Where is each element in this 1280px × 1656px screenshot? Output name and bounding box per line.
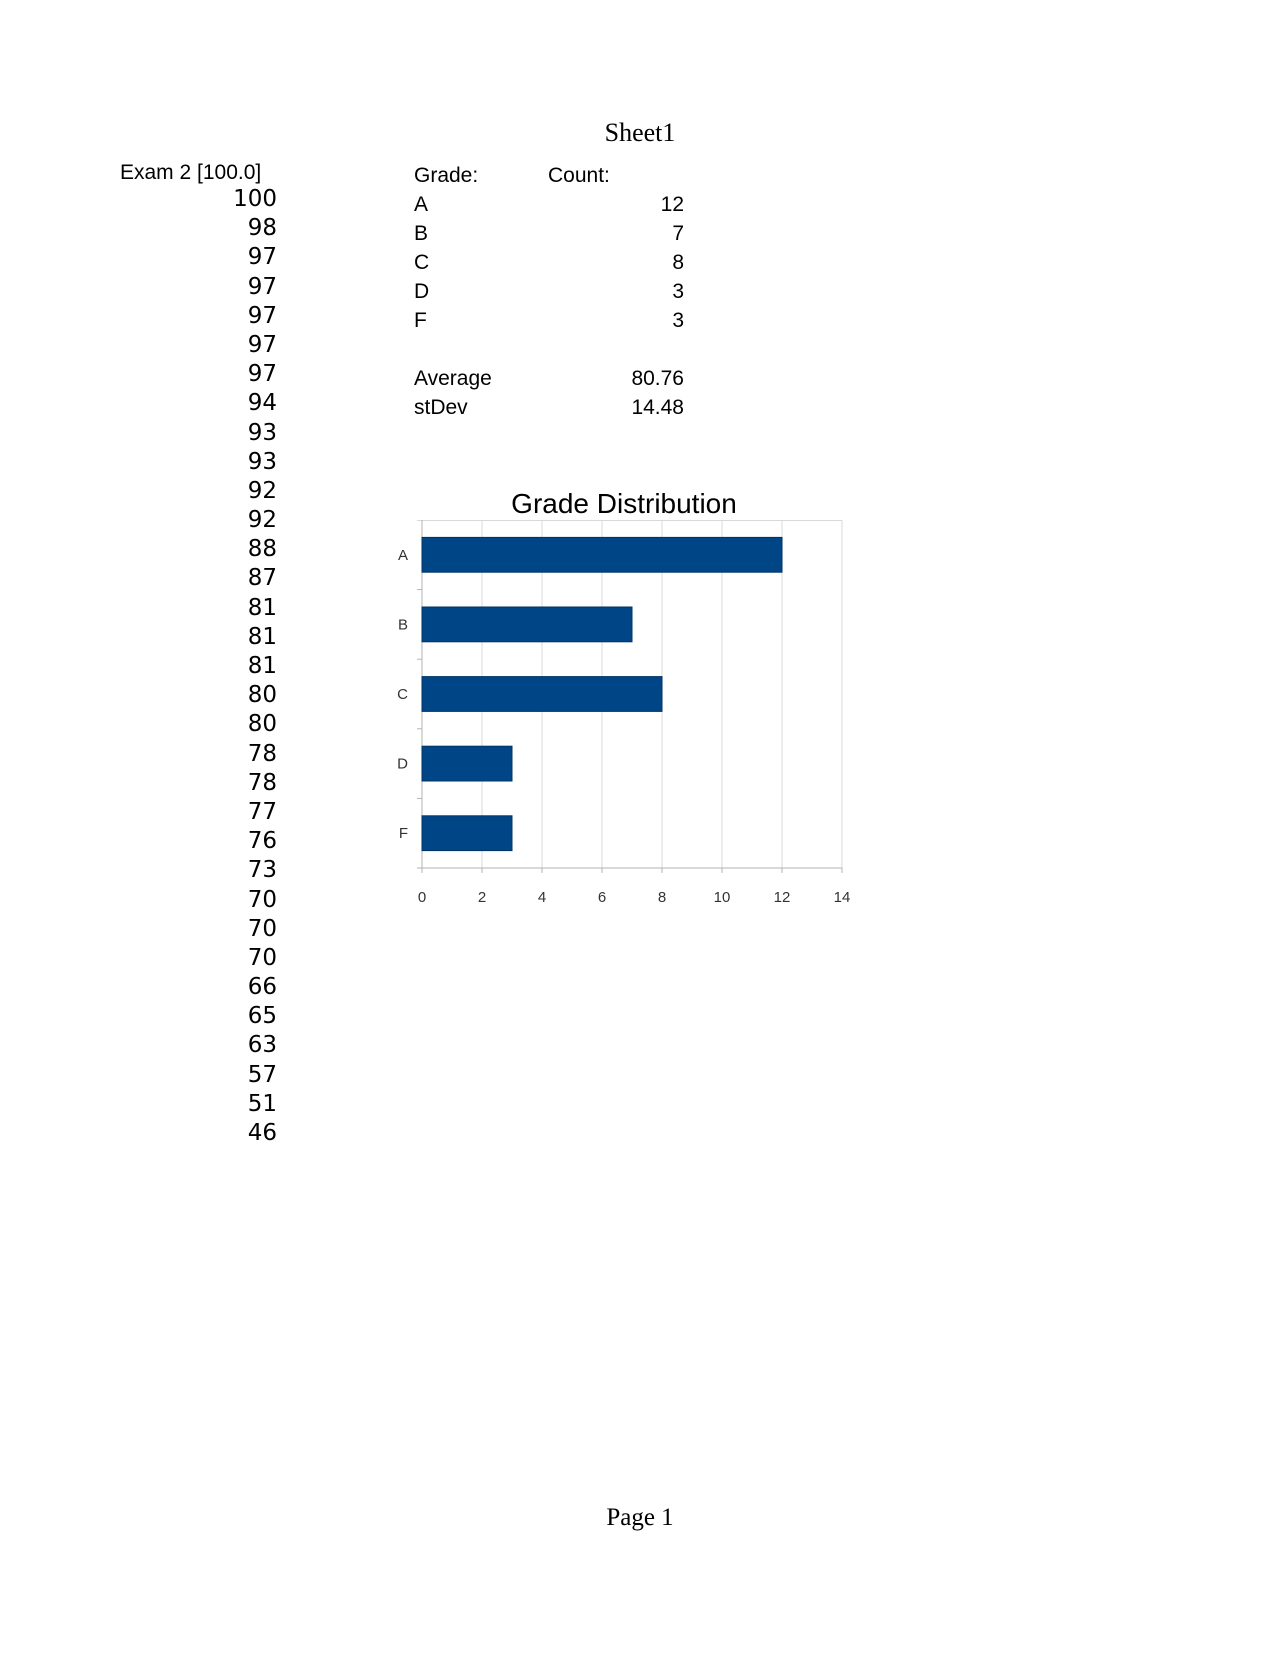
score-cell: 80 xyxy=(247,711,277,738)
blank-row xyxy=(414,335,684,364)
grade-label: A xyxy=(414,193,429,216)
stdev-label: stDev xyxy=(414,396,468,419)
bar xyxy=(422,746,512,781)
grade-row xyxy=(414,219,684,248)
x-tick-label: 8 xyxy=(657,889,667,906)
score-cell: 97 xyxy=(247,361,277,388)
grade-summary-table xyxy=(414,161,684,422)
average-row xyxy=(414,364,684,393)
score-cell: 98 xyxy=(247,215,277,242)
score-cell: 78 xyxy=(247,740,277,767)
score-cell: 57 xyxy=(247,1061,277,1088)
score-cell: 97 xyxy=(247,331,277,358)
summary-header-row xyxy=(414,161,684,190)
x-tick-label: 14 xyxy=(833,889,851,906)
y-tick-label: A xyxy=(397,546,408,564)
score-cell: 77 xyxy=(247,798,277,825)
stdev-row xyxy=(414,393,684,422)
y-tick-label: C xyxy=(397,686,408,703)
grade-row xyxy=(414,306,684,335)
score-cell: 51 xyxy=(247,1090,277,1117)
page-footer: Page 1 xyxy=(606,1504,674,1531)
x-tick-label: 10 xyxy=(713,889,731,906)
grade-label: F xyxy=(414,309,427,332)
grade-header: Grade: xyxy=(414,164,479,187)
grade-count: 8 xyxy=(672,251,684,274)
score-cell: 66 xyxy=(247,974,277,1001)
grade-count: 7 xyxy=(672,222,684,245)
bar xyxy=(422,816,512,851)
grade-rows xyxy=(414,190,684,335)
sheet-title: Sheet1 xyxy=(604,118,676,147)
score-cell: 73 xyxy=(247,857,277,884)
count-header: Count: xyxy=(548,164,610,187)
stdev-value: 14.48 xyxy=(631,396,684,419)
score-cell: 76 xyxy=(247,828,277,855)
score-cell: 70 xyxy=(247,915,277,942)
score-cell: 97 xyxy=(247,244,277,271)
grade-count: 12 xyxy=(660,193,684,216)
score-cell: 81 xyxy=(247,594,277,621)
x-tick-label: 0 xyxy=(417,889,427,906)
score-cell: 92 xyxy=(247,477,277,504)
y-tick-label: F xyxy=(398,825,408,843)
chart-title: Grade Distribution xyxy=(511,488,737,519)
exam-scores-list xyxy=(180,185,277,1148)
score-cell: 78 xyxy=(247,769,277,796)
grade-label: C xyxy=(414,251,430,274)
score-cell: 97 xyxy=(247,273,277,300)
bar xyxy=(422,537,782,572)
score-cell: 46 xyxy=(247,1120,277,1146)
score-cell: 88 xyxy=(247,536,277,563)
score-cell: 80 xyxy=(247,682,277,709)
y-tick-label: B xyxy=(397,616,408,634)
grade-row xyxy=(414,277,684,306)
average-label: Average xyxy=(414,367,492,390)
grade-distribution-chart xyxy=(380,520,860,920)
score-cell: 63 xyxy=(247,1032,277,1059)
x-tick-label: 6 xyxy=(597,889,607,906)
bar xyxy=(422,607,632,642)
score-cell: 65 xyxy=(247,1003,277,1030)
grade-count: 3 xyxy=(672,309,684,332)
score-cell: 97 xyxy=(247,302,277,329)
grade-label: D xyxy=(414,280,430,303)
score-cell: 94 xyxy=(247,390,277,417)
x-tick-label: 2 xyxy=(477,889,487,906)
score-cell: 81 xyxy=(247,653,277,679)
x-tick-label: 12 xyxy=(773,889,791,906)
grade-row xyxy=(414,190,684,219)
y-tick-label: D xyxy=(397,755,408,773)
x-tick-label: 4 xyxy=(537,889,547,906)
grade-row xyxy=(414,248,684,277)
score-cell: 93 xyxy=(247,448,277,475)
average-value: 80.76 xyxy=(631,367,684,390)
bar xyxy=(422,677,662,712)
exam-column-header: Exam 2 [100.0] xyxy=(120,161,262,184)
score-cell: 70 xyxy=(247,944,277,971)
score-cell: 100 xyxy=(233,186,277,212)
score-cell: 93 xyxy=(247,419,277,446)
score-cell: 92 xyxy=(247,507,277,534)
score-cell: 70 xyxy=(247,886,277,913)
score-cell: 87 xyxy=(247,565,277,592)
grade-count: 3 xyxy=(672,280,684,303)
score-cell: 81 xyxy=(247,623,277,650)
grade-label: B xyxy=(414,222,429,245)
